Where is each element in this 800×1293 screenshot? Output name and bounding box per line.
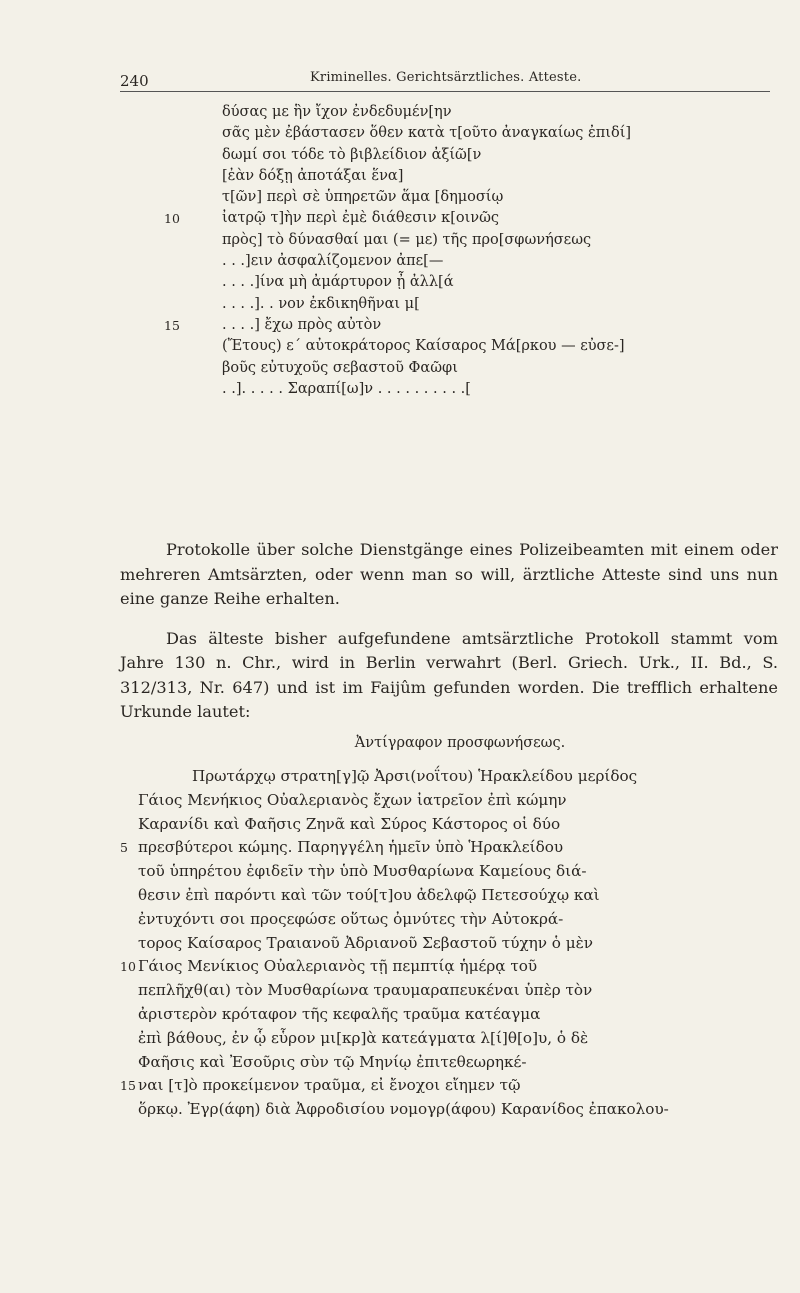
papyrus-line [160,272,780,293]
document-line [120,765,780,789]
line-text: Γάιος Μενήκιος Οὐαλεριανὸς ἔχων ἰατρεῖον ἐπὶ κώμην [138,790,567,809]
document-line [120,789,780,813]
papyrus-line [160,294,780,315]
line-number: 10 [120,959,136,975]
line-text: ἰατρῷ τ]ὴν περὶ ἐμὲ διάθεσιν κ[οινῶς [222,210,500,227]
document-title: Ἀντίγραφον προσφωνήσεως. [354,735,566,751]
papyrus-line [160,102,780,123]
line-text: Πρωτάρχῳ στρατη[γ]ῷ Ἀρσι(νοΐτου) Ἡρακλείδου μερίδος [192,767,638,785]
line-text: Καρανίδι καὶ Φαῆσις Ζηνᾶ καὶ Σύρος Κάστορος οἱ δύο [138,814,561,833]
document-line [120,1027,780,1051]
papyrus-fragment [160,102,780,400]
document-transcription [120,735,780,1122]
line-text: Γάιος Μενίκιος Οὐαλεριανὸς τῇ πεμπτίᾳ ἡμέρᾳ τοῦ [138,957,538,976]
line-text: δύσας με ἣν ἴχον ἐνδεδυμέν[ην [222,104,452,120]
line-text: πεπλῆχθ(αι) τὸν Μυσθαρίωνα τραυμαραπευκέναι ὑπὲρ τὸν [138,981,593,1000]
line-text: ἐντυχόντι σοι προςεφώσε οὕτως ὀμνύτες τὴν Αὐτοκρά- [138,909,564,928]
document-line [120,932,780,956]
papyrus-line [160,145,780,166]
line-text: σᾶς μὲν ἐβάστασεν ὅθεν κατὰ τ[οῦτο ἀναγκαίως ἐπιδί] [222,125,632,142]
line-text: πρεσβύτεροι κώμης. Παρηγγέλη ἡμεῖν ὑπὸ Ἡρακλείδου [138,838,564,857]
document-line [120,884,780,908]
line-text: βοῦς εὐτυχοῦς σεβαστοῦ Φαῶφι [222,359,458,376]
line-text: ὅρκῳ. Ἐγρ(άφη) διὰ Ἀφροδισίου νομογρ(άφου) Καρανίδος ἐπακολου- [138,1100,669,1119]
papyrus-line [160,358,780,379]
papyrus-line [160,230,780,251]
document-line [120,908,780,932]
line-text: τορος Καίσαρος Τραιανοῦ Ἀδριανοῦ Σεβαστοῦ τύχην ὁ μὲν [138,933,594,952]
document-line [120,1051,780,1075]
line-number: 15 [164,317,180,333]
papyrus-line [160,336,780,357]
header-rule [120,91,770,92]
line-text: ἀριστερὸν κρόταφον τῆς κεφαλῆς τραῦμα κατέαγμα [138,1004,541,1023]
prose-paragraph: Das älteste bisher aufgefundene amtsärztliche Protokoll stammt vom Jahre 130 n. Chr., wird in Berlin verwahrt (Berl. Griech. Urk., II. Bd., S. 312/313, Nr. 647) und ist im Faijûm gefunden worden. Die trefflich erhaltene Urkunde lautet: [120,628,778,721]
papyrus-line [160,187,780,208]
document-line [120,979,780,1003]
line-text: Φαῆσις καὶ Ἐσοῦρις σὺν τῷ Μηνίῳ ἐπιτεθεωρηκέ- [138,1052,527,1071]
papyrus-line [160,123,780,144]
papyrus-line [160,379,780,400]
line-text: ἐπὶ βάθους, ἐν ᾧ εὗρον μι[κρ]ὰ κατεάγματα λ[ί]θ[ο]υ, ὁ δὲ [138,1028,589,1047]
line-text: . . . .]ίνα μὴ ἀμάρτυρον ᾖ ἀλλ[ά [222,274,454,291]
document-line [120,836,780,860]
running-head: Kriminelles. Gerichtsärztliches. Atteste. [310,70,582,85]
document-line [120,1098,780,1122]
page-header [0,64,800,90]
document-lines [120,765,780,1122]
page-number: 240 [120,72,149,90]
line-text: . . . .]. . νον ἐκδικηθῆναι μ[ [222,295,420,312]
papyrus-line [160,166,780,187]
line-text: πρὸς] τὸ δύνασθαί μαι (= με) τῆς προ[σφωνήσεως [222,231,592,248]
document-line [120,860,780,884]
line-text: δωμί σοι τόδε τὸ βιβλείδιον ἀξίῶ[ν [222,146,482,163]
document-line [120,1074,780,1098]
papyrus-line [160,251,780,272]
line-text: (Ἔτους) ε΄ αὐτοκράτορος Καίσαρος Μά[ρκου — εὐσε-] [222,338,625,355]
line-text: . . . .] ἔχω πρὸς αὐτὸν [222,316,382,333]
line-text: τ[ῶν] περὶ σὲ ὑπηρετῶν ἅμα [δημοσίῳ [222,189,504,206]
papyrus-line [160,315,780,336]
line-text: ναι [τ]ὸ προκείμενον τραῦμα, εἰ ἔνοχοι εἴημεν τῷ [138,1076,521,1095]
line-number: 5 [120,840,128,856]
line-text: [ἐὰν δόξῃ ἀποτάξαι ἕνα] [222,167,404,184]
document-line [120,1003,780,1027]
line-text: . . .]ειν ἀσφαλίζομενον ἀπε[— [222,253,444,270]
line-number: 10 [164,211,180,227]
prose-paragraph: Protokolle über solche Dienstgänge eines Polizeibeamten mit einem oder mehreren Amtsärzten, oder wenn man so will, ärztliche Atteste sind uns nun eine ganze Reihe erhalten. [120,540,778,608]
document-line [120,955,780,979]
prose-section [120,538,778,740]
line-number: 15 [120,1078,136,1094]
papyrus-line [160,208,780,229]
document-line [120,813,780,837]
line-text: τοῦ ὑπηρέτου ἐφιδεῖν τὴν ὑπὸ Μυσθαρίωνα Καμείους διά- [138,862,587,881]
line-text: . .]. . . . . Σαραπί[ω]ν . . . . . . . . . .[ [222,380,471,397]
line-text: θεσιν ἐπὶ παρόντι καὶ τῶν τού[τ]ου ἀδελφῷ Πετεσούχῳ καὶ [138,885,600,904]
